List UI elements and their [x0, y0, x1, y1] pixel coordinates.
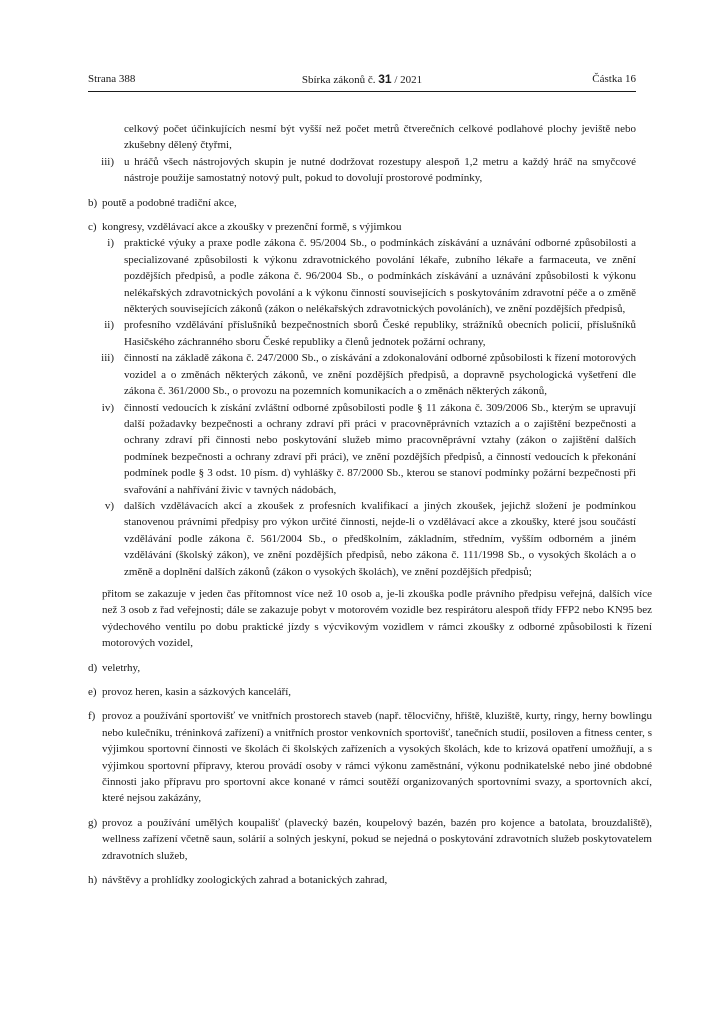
subitem-text: praktické výuky a praxe podle zákona č. 95/2004 Sb., o podmínkách získávání a uznávání odborné způsobilosti a specializované způsobilosti k výkonu zdravotnického povolání lékaře, zubního lékaře a farmaceuta, ve znění pozdějších předpisů, a podle zákona č. 96/2004 Sb., o podmínkách získávání a uznávání způsobilosti k výkonu nelékařských zdravotnických povolání a k výkonu činností souvisejících s poskytováním zdravotní péče a o změně některých souvisejících zákonů (zákon o nelékařských zdravotnických povoláních), ve znění pozdějších předpisů,	[124, 237, 636, 316]
collection-prefix: Sbírka zákonů č.	[301, 74, 376, 86]
subitem-c-iv	[88, 400, 636, 498]
item-text: provoz heren, kasin a sázkových kanceláří,	[102, 686, 292, 698]
paragraph-text: přitom se zakazuje v jeden čas přítomnost více než 10 osob a, je-li zkouška podle právního předpisu veřejná, dalších více než 3 osob z řad veřejnosti; dále se zakazuje pobyt v motorovém vozidle bez respirátoru alespoň třídy FFP2 nebo KN95 bez výdechového ventilu po dobu praktické jízdy s výcvikovým vozidlem v rámci zkoušky z odborné způsobilosti k řízení motorových vozidel,	[102, 587, 652, 650]
subitem-text: u hráčů všech nástrojových skupin je nutné dodržovat rozestupy alespoň 1,2 metru a každý hráč na smyčcové nástroje použije samostatný notový pult, pokud to dovolují prostorové podmínky,	[124, 155, 636, 185]
item-marker: f)	[88, 710, 96, 723]
subitem-text: dalších vzdělávacích akcí a zkoušek z profesních kvalifikací a jiných zkoušek, jejichž složení je podmínkou stanovenou právními předpisy pro výkon určité činnosti, nejde-li o vzdělávací akce a zkoušky, které jsou součástí vzdělávání podle zákona č. 561/2004 Sb., o předškolním, základním, středním, vyšším odborném a jiném vzdělávání (školský zákon), ve znění pozdějších předpisů, nebo zákona č. 111/1998 Sb., o vysokých školách a o změně a doplnění dalších zákonů (zákon o vysokých školách), ve znění pozdějších předpisů;	[124, 499, 636, 578]
subitem-marker: iii)	[101, 352, 114, 365]
collection-year: / 2021	[394, 74, 423, 86]
subitem-iii-prev	[88, 154, 636, 187]
item-marker: c)	[88, 221, 97, 234]
item-e	[88, 684, 652, 700]
subitem-c-v	[88, 498, 636, 580]
item-text: kongresy, vzdělávací akce a zkoušky v prezenční formě, s výjimkou	[102, 221, 402, 234]
item-marker: g)	[88, 816, 98, 829]
subitem-marker: i)	[107, 237, 114, 250]
document-body	[88, 121, 652, 888]
item-text: poutě a podobné tradiční akce,	[102, 196, 237, 209]
page-number: Strana 388	[88, 73, 136, 85]
subitem-marker: iv)	[101, 401, 114, 414]
subitem-marker: ii)	[104, 319, 114, 332]
item-text: veletrhy,	[102, 661, 141, 674]
item-h	[88, 872, 652, 888]
subitem-marker: iii)	[101, 155, 114, 168]
subitem-text: profesního vzdělávání příslušníků bezpečnostních sborů České republiky, strážníků obecních policií, příslušníků Hasičského záchranného sboru České republiky a členů jednotek požární ochrany,	[124, 319, 636, 348]
paragraph-text: celkový počet účinkujících nesmí být vyšší než počet metrů čtverečních celkové podlahové plochy jeviště nebo zkušebny dělený čtyřmi,	[124, 123, 636, 152]
subitem-c-iii	[88, 350, 636, 399]
item-b	[88, 195, 652, 211]
item-c	[88, 219, 652, 235]
item-marker: e)	[88, 686, 97, 698]
subitem-marker: v)	[104, 499, 114, 512]
item-g	[88, 815, 652, 864]
subitem-c-ii	[88, 317, 636, 350]
header-rule	[88, 91, 636, 92]
page-header	[88, 70, 636, 88]
paragraph-continuation	[88, 121, 636, 154]
item-c-tail	[88, 586, 652, 652]
item-marker: h)	[88, 874, 98, 887]
item-d	[88, 660, 652, 676]
subitem-text: činností vedoucích k získání zvláštní odborné způsobilosti podle § 11 zákona č. 309/2006 Sb., kterým se upravují další požadavky bezpečnosti a ochrany zdraví při práci v pracovněprávních vztazích a o zajištění bezpečnosti a ochrany zdraví při činnosti nebo poskytování služeb mimo pracovněprávní vztahy (zákon o zajištění dalších podmínek bezpečnosti a ochrany zdraví při práci), ve znění pozdějších předpisů, a činností vedoucích k překonání podmínek podle § 3 odst. 10 písm. d) vyhlášky č. 87/2000 Sb., kterou se stanoví podmínky požární bezpečnosti při svařování a nahřívání živic v tavných nádobách,	[124, 401, 636, 496]
item-marker: b)	[88, 196, 98, 209]
subitem-text: činností na základě zákona č. 247/2000 Sb., o získávání a zdokonalování odborné způsobilosti k řízení motorových vozidel a o změnách některých zákonů, ve znění pozdějších předpisů, a dopravně psychologická vyšetření dle zákona č. 361/2000 Sb., o provozu na pozemních komunikacích a o změnách některých zákonů,	[124, 352, 636, 398]
subitem-c-i	[88, 235, 636, 317]
item-text: provoz a používání sportovišť ve vnitřních prostorech staveb (např. tělocvičny, hřiště, kluziště, kurty, ringy, herny bowlingu nebo kulečníku, tréninková zařízení) a vnitřních prostor venkovních sportovišť, tanečních studií, posiloven a fitness center, s výjimkou sportovní činnosti ve školách či školských zařízeních a vysokých školách, kde to krizová opatření umožňují, a s výjimkou sportovní přípravy, kterou provádí osoby v rámci výkonu zaměstnání, výkonu podnikatelské nebo jiné obdobné činnosti jako přípravu pro sportovní akce konané v rámci soutěží organizovaných sportovními svazy, a sportovních akcí, které nejsou zakázány,	[102, 710, 652, 805]
collection-title	[88, 70, 636, 89]
item-marker: d)	[88, 661, 98, 674]
part-number: Částka 16	[592, 73, 636, 85]
item-text: provoz a používání umělých koupališť (plavecký bazén, koupelový bazén, bazén pro kojence a batolata, brouzdaliště), wellness zařízení včetně saun, solárií a solných jeskyní, pokud se nejedná o poskytování zdravotních služeb poskytovatelem zdravotních služeb,	[102, 816, 652, 862]
item-f	[88, 708, 652, 806]
item-text: návštěvy a prohlídky zoologických zahrad a botanických zahrad,	[102, 874, 388, 887]
collection-number: 31	[378, 72, 392, 86]
